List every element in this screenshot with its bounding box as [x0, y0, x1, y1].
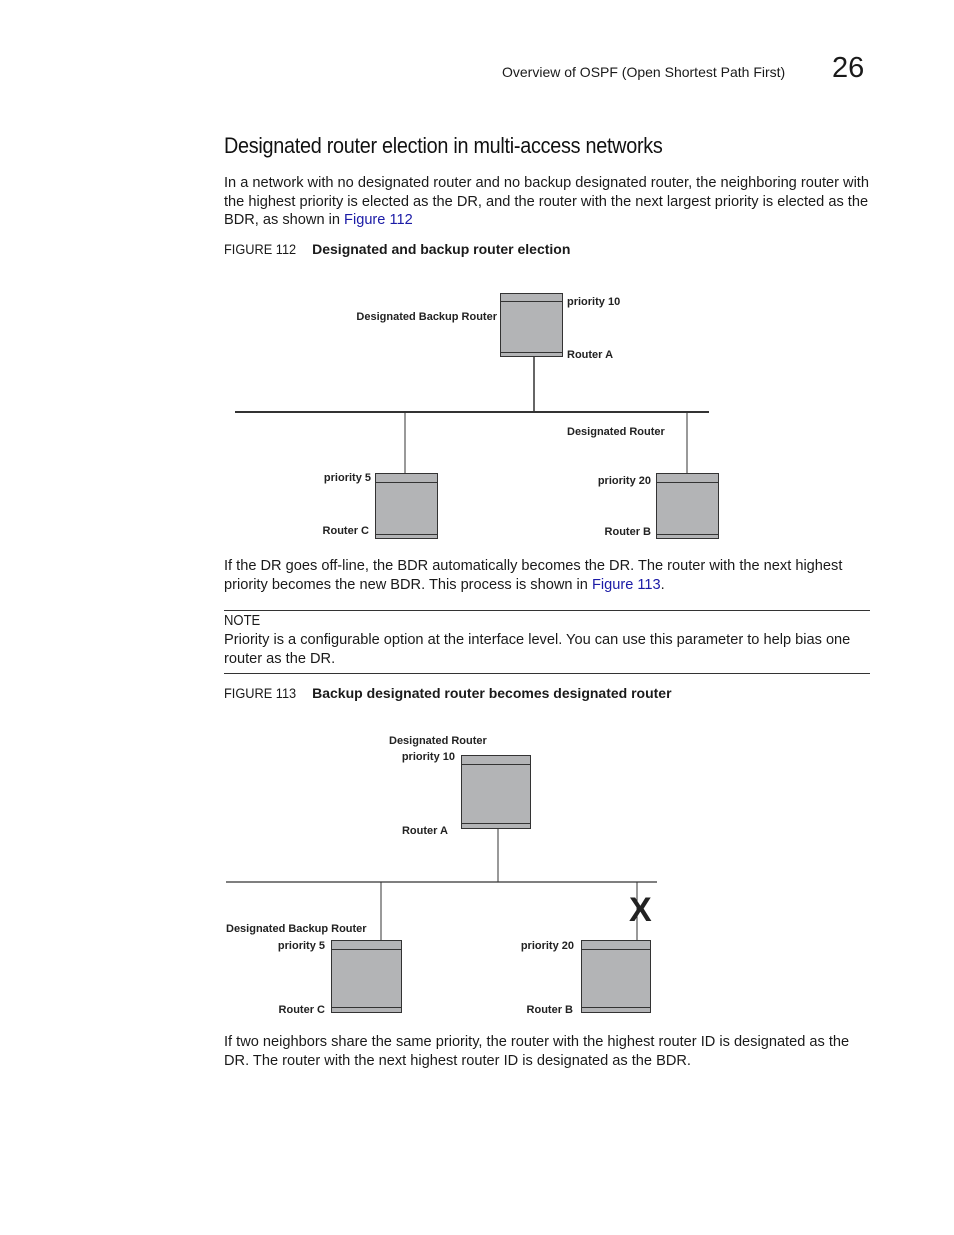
- router-a-role-label: Designated Backup Router: [356, 311, 497, 323]
- figure-113-title: Backup designated router becomes designated router: [312, 685, 672, 701]
- router-c-priority-label: priority 5: [323, 472, 371, 484]
- router-c-box: [332, 941, 402, 1013]
- dr-offline-text: If the DR goes off-line, the BDR automatically becomes the DR. The router with the next highest priority becomes the new BDR. This process is shown in: [224, 558, 843, 593]
- router-b-priority-label: priority 20: [597, 475, 651, 487]
- figure-112-title: Designated and backup router election: [312, 241, 571, 257]
- note-label: NOTE: [224, 613, 261, 629]
- same-priority-paragraph: If two neighbors share the same priority, the router with the highest router ID is designated as the DR. The router with the next highest router ID is designated as the BDR.: [224, 1034, 850, 1069]
- figure-113-number: FIGURE 113: [224, 686, 297, 702]
- dr-offline-end: .: [660, 576, 665, 593]
- router-a-name-label: Router A: [401, 825, 448, 837]
- router-c-priority-label: priority 5: [277, 940, 325, 952]
- router-a-role-label: Designated Router: [389, 735, 487, 747]
- router-b-name-label: Router B: [526, 1004, 573, 1016]
- router-c-name-label: Router C: [278, 1004, 325, 1016]
- router-b-role-label: Designated Router: [567, 426, 665, 438]
- chapter-number: 26: [832, 52, 865, 84]
- figure-112-number: FIGURE 112: [224, 242, 297, 258]
- failed-link-mark: X: [629, 891, 652, 929]
- section-title: Designated router election in multi-access networks: [224, 133, 663, 158]
- note-text: Priority is a configurable option at the interface level. You can use this parameter to help bias one router as the DR.: [224, 632, 851, 667]
- router-a-priority-label: priority 10: [567, 296, 621, 308]
- router-b-box: [582, 941, 651, 1013]
- figure-113-link[interactable]: Figure 113: [591, 576, 661, 593]
- router-b-priority-label: priority 20: [520, 940, 574, 952]
- figure-112-link[interactable]: Figure 112: [344, 212, 413, 229]
- running-header: Overview of OSPF (Open Shortest Path First): [502, 64, 786, 80]
- router-a-priority-label: priority 10: [401, 751, 455, 763]
- router-c-role-label: Designated Backup Router: [226, 923, 367, 935]
- router-a-name-label: Router A: [567, 349, 614, 361]
- router-a-box: [462, 756, 531, 829]
- intro-text: In a network with no designated router and no backup designated router, the neighboring router with the highest priority is elected as the DR, and the router with the next largest priority is elected as the BDR, as shown in: [224, 175, 869, 229]
- router-b-name-label: Router B: [604, 526, 651, 538]
- router-c-name-label: Router C: [322, 525, 369, 537]
